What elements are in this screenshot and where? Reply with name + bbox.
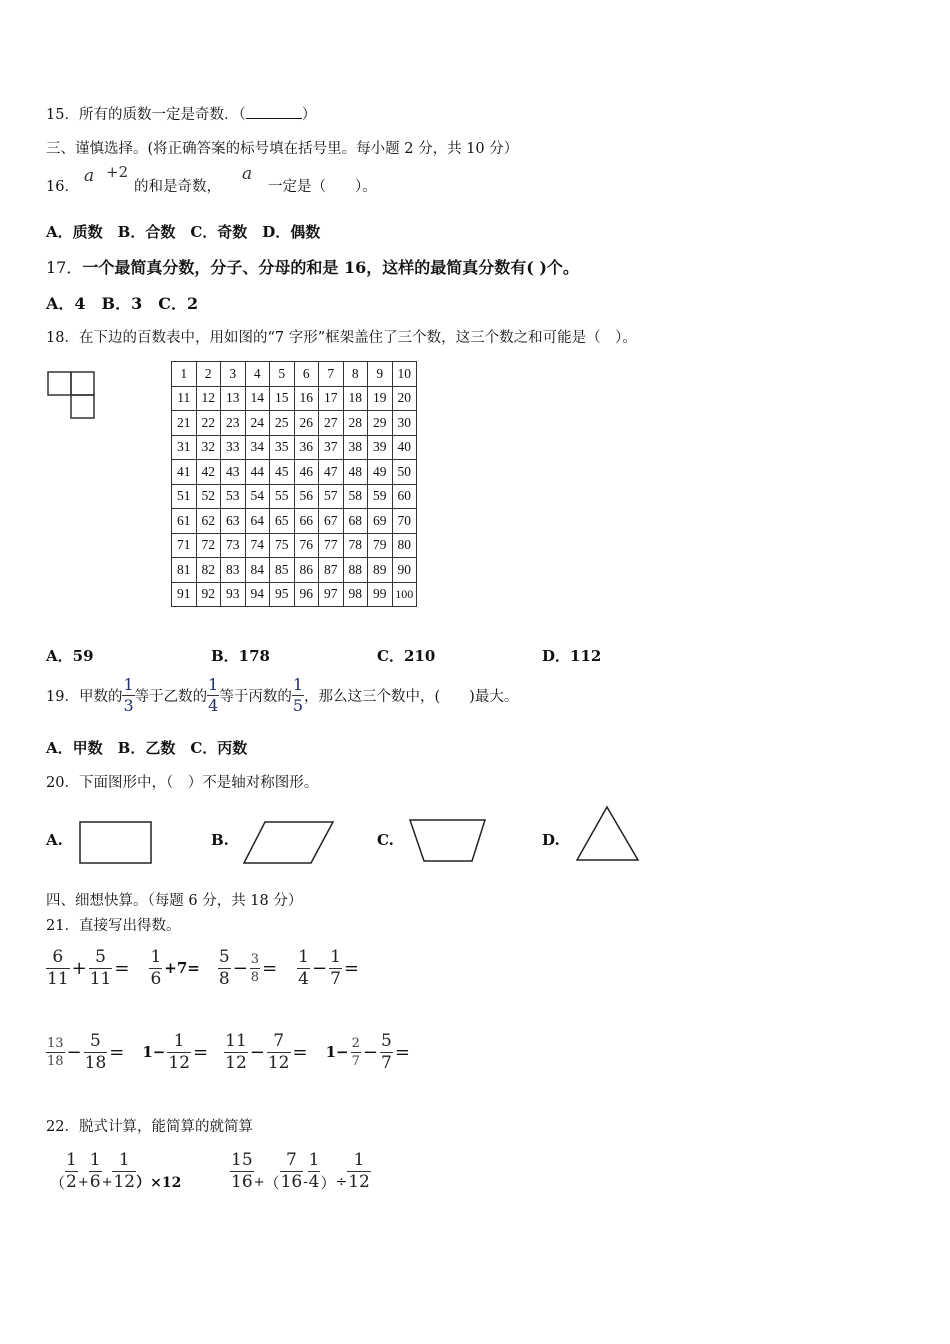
q22-number: 22． [46, 1119, 79, 1135]
fraction-1-6 [149, 946, 162, 989]
seven-shape-frame-figure [47, 371, 97, 421]
hundred-chart-cell: 100 [392, 582, 417, 607]
hundred-chart-cell: 80 [392, 533, 417, 558]
hundred-chart-cell: 43 [221, 460, 246, 485]
plus-sign: + [253, 1174, 265, 1190]
q19-f3-numerator: 1 [292, 674, 304, 694]
hundred-chart-cell: 52 [196, 484, 221, 509]
hundred-chart-cell: 78 [343, 533, 368, 558]
hundred-chart-cell: 33 [221, 435, 246, 460]
hundred-chart-cell: 97 [319, 582, 344, 607]
hundred-chart-cell: 6 [294, 362, 319, 387]
hundred-chart-cell: 90 [392, 558, 417, 583]
hundred-chart-cell: 48 [343, 460, 368, 485]
hundred-chart-cell: 17 [319, 386, 344, 411]
hundred-chart-cell: 99 [368, 582, 393, 607]
equals-sign: = [262, 957, 278, 979]
hundred-chart-cell: 84 [245, 558, 270, 583]
q18-option-b: B．178 [211, 647, 270, 665]
denominator: 11 [89, 968, 112, 989]
numerator: 7 [285, 1149, 297, 1170]
q18-option-d: D．112 [542, 647, 602, 665]
denominator: 7 [380, 1052, 392, 1073]
hundred-chart-cell: 35 [270, 435, 295, 460]
hundred-chart-row [172, 386, 417, 411]
hundred-chart-cell: 65 [270, 509, 295, 534]
q19-text4: ，那么这三个数中，( )最大。 [304, 688, 519, 705]
hundred-chart-cell: 39 [368, 435, 393, 460]
hundred-chart-cell: 82 [196, 558, 221, 583]
q16-expr-a: a [84, 166, 95, 186]
q20-text: 下面图形中，（ ）不是轴对称图形。 [78, 775, 319, 791]
minus-sign: − [232, 957, 248, 979]
numerator: 7 [273, 1030, 285, 1051]
hundred-chart-cell: 28 [343, 411, 368, 436]
hundred-chart-cell: 57 [319, 484, 344, 509]
hundred-chart-cell: 32 [196, 435, 221, 460]
fraction-15-16 [230, 1149, 254, 1192]
hundred-chart-cell: 58 [343, 484, 368, 509]
q20-triangle-shape [576, 805, 640, 862]
hundred-chart-row [172, 484, 417, 509]
numerator: 1 [353, 1149, 365, 1170]
hundred-chart-cell: 18 [343, 386, 368, 411]
equals-sign: = [193, 1041, 209, 1063]
q16-text1: 的和是奇数， [134, 179, 221, 195]
fraction-1-6 [89, 1149, 102, 1192]
one-minus: 1− [325, 1043, 349, 1061]
numerator: 5 [90, 1030, 101, 1051]
hundred-chart-cell: 64 [245, 509, 270, 534]
question-19 [46, 673, 518, 717]
numerator: 2 [351, 1035, 360, 1051]
right-paren: ） [320, 1173, 336, 1192]
section-3-heading: 三、谨慎选择。(将正确答案的标号填在括号里。每小题 2 分，共 10 分） [46, 141, 519, 157]
hundred-chart-cell: 49 [368, 460, 393, 485]
hundred-chart-row [172, 362, 417, 387]
q19-f1-numerator: 1 [123, 674, 134, 694]
hundred-chart-cell: 37 [319, 435, 344, 460]
fraction-1-12 [347, 1149, 371, 1192]
minus-sign: − [362, 1041, 378, 1063]
fraction-1-4 [308, 1149, 321, 1192]
q20-trapezoid-shape [409, 819, 487, 863]
q16-number: 16． [46, 179, 79, 195]
numerator: 1 [118, 1149, 130, 1170]
denominator: 2 [66, 1171, 77, 1192]
numerator: 6 [52, 946, 64, 967]
hundred-chart-table [171, 361, 417, 607]
hundred-chart-cell: 91 [172, 582, 197, 607]
q20-label-c: C. [377, 831, 394, 849]
hundred-chart-cell: 41 [172, 460, 197, 485]
hundred-chart-cell: 75 [270, 533, 295, 558]
fraction-1-12 [167, 1030, 191, 1073]
numerator: 1 [330, 946, 341, 967]
fraction-5-7 [380, 1030, 393, 1073]
hundred-chart-cell: 5 [270, 362, 295, 387]
hundred-chart-cell: 67 [319, 509, 344, 534]
q15-answer-blank[interactable] [246, 106, 302, 119]
hundred-chart-cell: 47 [319, 460, 344, 485]
hundred-chart-cell: 79 [368, 533, 393, 558]
hundred-chart-cell: 27 [319, 411, 344, 436]
hundred-chart-cell: 59 [368, 484, 393, 509]
fraction-5-11 [89, 946, 113, 989]
q19-fraction-1-5 [292, 674, 304, 715]
denominator: 16 [280, 1171, 303, 1192]
fraction-2-7 [351, 1037, 361, 1068]
fraction-1-12 [112, 1149, 136, 1192]
hundred-chart-cell: 94 [245, 582, 270, 607]
frame-cell-top-left [48, 372, 71, 395]
q21-number: 21． [46, 918, 79, 934]
hundred-chart-cell: 93 [221, 582, 246, 607]
numerator: 1 [298, 946, 309, 967]
fraction-6-11 [46, 946, 70, 989]
denominator: 7 [351, 1053, 360, 1069]
hundred-chart-cell: 29 [368, 411, 393, 436]
q20-label-a: A. [46, 831, 63, 849]
fraction-13-18 [46, 1037, 65, 1068]
q16-options: A．质数 B．合数 C．奇数 D．偶数 [46, 223, 321, 241]
numerator: 13 [47, 1035, 64, 1051]
hundred-chart-cell: 24 [245, 411, 270, 436]
q22-text: 脱式计算，能简算的就简算 [78, 1119, 253, 1135]
numerator: 5 [380, 1030, 392, 1051]
hundred-chart-cell: 96 [294, 582, 319, 607]
hundred-chart-cell: 3 [221, 362, 246, 387]
hundred-chart-cell: 2 [196, 362, 221, 387]
plus-sign: + [71, 957, 87, 979]
hundred-chart-cell: 8 [343, 362, 368, 387]
hundred-chart-cell: 16 [294, 386, 319, 411]
hundred-chart-cell: 83 [221, 558, 246, 583]
q17-number: 17． [46, 258, 83, 277]
numerator: 1 [89, 1149, 101, 1170]
denominator: 7 [330, 968, 341, 989]
q15-number: 15． [46, 107, 79, 123]
denominator: 12 [113, 1171, 136, 1192]
hundred-chart-cell: 20 [392, 386, 417, 411]
hundred-chart-cell: 40 [392, 435, 417, 460]
q21-row-1 [46, 944, 361, 992]
hundred-chart-cell: 22 [196, 411, 221, 436]
question-17 [46, 255, 579, 278]
q20-label-b: B. [211, 831, 229, 849]
hundred-chart-cell: 92 [196, 582, 221, 607]
numerator: 15 [231, 1149, 253, 1170]
denominator: 6 [89, 1171, 101, 1192]
divide-sign: ÷ [335, 1174, 348, 1190]
fraction-1-7 [329, 946, 342, 989]
hundred-chart-cell: 95 [270, 582, 295, 607]
numerator: 3 [250, 951, 260, 967]
hundred-chart-cell: 89 [368, 558, 393, 583]
hundred-chart-row [172, 533, 417, 558]
hundred-chart-cell: 77 [319, 533, 344, 558]
q20-rectangle-shape [79, 821, 153, 865]
numerator: 5 [218, 946, 230, 967]
hundred-chart-cell: 15 [270, 386, 295, 411]
hundred-chart-cell: 53 [221, 484, 246, 509]
frame-cell-bottom-right [71, 395, 94, 418]
hundred-chart-row [172, 435, 417, 460]
q18-option-a: A．59 [46, 647, 94, 665]
q19-f2-denominator: 4 [208, 695, 219, 715]
hundred-chart-cell: 70 [392, 509, 417, 534]
q19-f3-denominator: 5 [292, 695, 304, 715]
q19-fraction-1-4 [207, 674, 219, 715]
hundred-chart-cell: 63 [221, 509, 246, 534]
hundred-chart-cell: 38 [343, 435, 368, 460]
hundred-chart-cell: 60 [392, 484, 417, 509]
minus-sign: − [249, 1041, 265, 1063]
frame-cell-top-right [71, 372, 94, 395]
denominator: 16 [231, 1171, 253, 1192]
numerator: 1 [66, 1149, 77, 1170]
fraction-3-8 [250, 953, 260, 984]
hundred-chart-row [172, 460, 417, 485]
hundred-chart-cell: 13 [221, 386, 246, 411]
q17-options: A．4 B．3 C．2 [46, 294, 199, 313]
denominator: 12 [348, 1171, 370, 1192]
hundred-chart-cell: 54 [245, 484, 270, 509]
hundred-chart-cell: 98 [343, 582, 368, 607]
hundred-chart-cell: 10 [392, 362, 417, 387]
q15-text: 所有的质数一定是奇数．（ [78, 107, 246, 123]
hundred-chart-cell: 36 [294, 435, 319, 460]
minus-sign: − [312, 957, 328, 979]
equals-sign: = [292, 1041, 308, 1063]
q19-f1-denominator: 3 [123, 695, 134, 715]
q15-close: ） [301, 107, 317, 123]
equals-sign: = [109, 1041, 125, 1063]
hundred-chart-cell: 14 [245, 386, 270, 411]
numerator: 11 [225, 1030, 247, 1051]
fraction-1-4 [297, 946, 310, 989]
hundred-chart-cell: 34 [245, 435, 270, 460]
numerator: 1 [308, 1149, 320, 1170]
hundred-chart-cell: 68 [343, 509, 368, 534]
q19-number: 19． [46, 688, 79, 705]
fraction-7-16 [280, 1149, 304, 1192]
hundred-chart-cell: 45 [270, 460, 295, 485]
hundred-chart-row [172, 558, 417, 583]
question-22 [46, 1115, 253, 1136]
denominator: 4 [298, 968, 309, 989]
hundred-chart-cell: 88 [343, 558, 368, 583]
q18-text: 在下边的百数表中，用如图的“7 字形”框架盖住了三个数，这三个数之和可能是（ ）。 [78, 330, 637, 346]
denominator: 8 [250, 969, 260, 985]
q21-text: 直接写出得数。 [78, 918, 181, 934]
denominator: 12 [267, 1052, 290, 1073]
hundred-chart-cell: 66 [294, 509, 319, 534]
hundred-chart-cell: 7 [319, 362, 344, 387]
equals-sign: = [114, 957, 130, 979]
denominator: 18 [84, 1052, 107, 1073]
denominator: 12 [225, 1052, 247, 1073]
fraction-5-18 [84, 1030, 108, 1073]
hundred-chart-cell: 31 [172, 435, 197, 460]
q17-text: 一个最简真分数，分子、分母的和是 16，这样的最简真分数有( )个。 [82, 258, 579, 277]
hundred-chart-cell: 25 [270, 411, 295, 436]
hundred-chart-cell: 1 [172, 362, 197, 387]
hundred-chart-cell: 62 [196, 509, 221, 534]
denominator: 6 [150, 968, 162, 989]
fraction-5-8 [218, 946, 231, 989]
denominator: 11 [47, 968, 69, 989]
hundred-chart-cell: 85 [270, 558, 295, 583]
hundred-chart-row [172, 411, 417, 436]
fraction-11-12 [224, 1030, 248, 1073]
hundred-chart-cell: 71 [172, 533, 197, 558]
hundred-chart-cell: 23 [221, 411, 246, 436]
minus-sign: - [303, 1174, 308, 1190]
hundred-chart-cell: 74 [245, 533, 270, 558]
one-minus: 1− [142, 1043, 166, 1061]
denominator: 4 [308, 1171, 320, 1192]
hundred-chart-cell: 61 [172, 509, 197, 534]
question-20 [46, 771, 318, 792]
numerator: 1 [173, 1030, 185, 1051]
q16-var-a: a [242, 164, 253, 184]
equals-sign: = [394, 1041, 410, 1063]
q20-parallelogram-shape [243, 821, 335, 865]
q20-label-d: D. [542, 831, 560, 849]
denominator: 12 [168, 1052, 191, 1073]
hundred-chart-cell: 51 [172, 484, 197, 509]
question-21 [46, 914, 180, 935]
hundred-chart-cell: 50 [392, 460, 417, 485]
q19-text1: 甲数的 [78, 688, 123, 705]
q22-expression-2 [230, 1146, 371, 1196]
section-4-heading: 四、细想快算。（每题 6 分，共 18 分） [46, 893, 303, 909]
q16-text2: 一定是（ ）。 [268, 179, 377, 195]
q19-f2-numerator: 1 [208, 674, 219, 694]
denominator: 18 [47, 1053, 64, 1069]
plus-sign: + [77, 1174, 89, 1190]
left-paren: （ [264, 1173, 280, 1192]
question-18 [46, 326, 637, 347]
question-15 [46, 103, 316, 124]
hundred-chart-cell: 46 [294, 460, 319, 485]
hundred-chart-cell: 69 [368, 509, 393, 534]
hundred-chart-cell: 87 [319, 558, 344, 583]
numerator: 1 [150, 946, 162, 967]
hundred-chart-cell: 76 [294, 533, 319, 558]
hundred-chart-cell: 81 [172, 558, 197, 583]
left-paren: （ [50, 1173, 66, 1192]
hundred-chart-cell: 21 [172, 411, 197, 436]
q19-fraction-1-3 [122, 674, 134, 715]
hundred-chart-row [172, 582, 417, 607]
hundred-chart-cell: 26 [294, 411, 319, 436]
hundred-chart-cell: 56 [294, 484, 319, 509]
denominator: 8 [218, 968, 230, 989]
hundred-chart-cell: 19 [368, 386, 393, 411]
hundred-chart-cell: 86 [294, 558, 319, 583]
hundred-chart-cell: 55 [270, 484, 295, 509]
hundred-chart-cell: 12 [196, 386, 221, 411]
hundred-chart-cell: 73 [221, 533, 246, 558]
minus-sign: − [66, 1041, 82, 1063]
q19-options: A．甲数 B．乙数 C．丙数 [46, 739, 248, 757]
q16-expr-plus: +2 [106, 163, 129, 181]
plus-sign: + [101, 1174, 113, 1190]
fraction-1-2 [65, 1149, 78, 1192]
q19-text3: 等于丙数的 [219, 688, 292, 705]
fraction-7-12 [267, 1030, 291, 1073]
numerator: 5 [95, 946, 106, 967]
hundred-chart-cell: 72 [196, 533, 221, 558]
q19-text2: 等于乙数的 [134, 688, 208, 705]
plus-seven-equals: +7= [164, 959, 200, 977]
hundred-chart-cell: 11 [172, 386, 197, 411]
hundred-chart-row [172, 509, 417, 534]
hundred-chart-cell: 4 [245, 362, 270, 387]
hundred-chart-cell: 9 [368, 362, 393, 387]
hundred-chart-cell: 42 [196, 460, 221, 485]
q18-number: 18． [46, 330, 79, 346]
q21-row-2 [46, 1028, 412, 1076]
hundred-chart-cell: 30 [392, 411, 417, 436]
q22-expression-1 [50, 1146, 181, 1196]
equals-sign: = [343, 957, 360, 979]
right-paren-times-12: ）×12 [136, 1175, 182, 1191]
q18-option-c: C．210 [377, 647, 436, 665]
q20-number: 20． [46, 775, 79, 791]
hundred-chart-cell: 44 [245, 460, 270, 485]
